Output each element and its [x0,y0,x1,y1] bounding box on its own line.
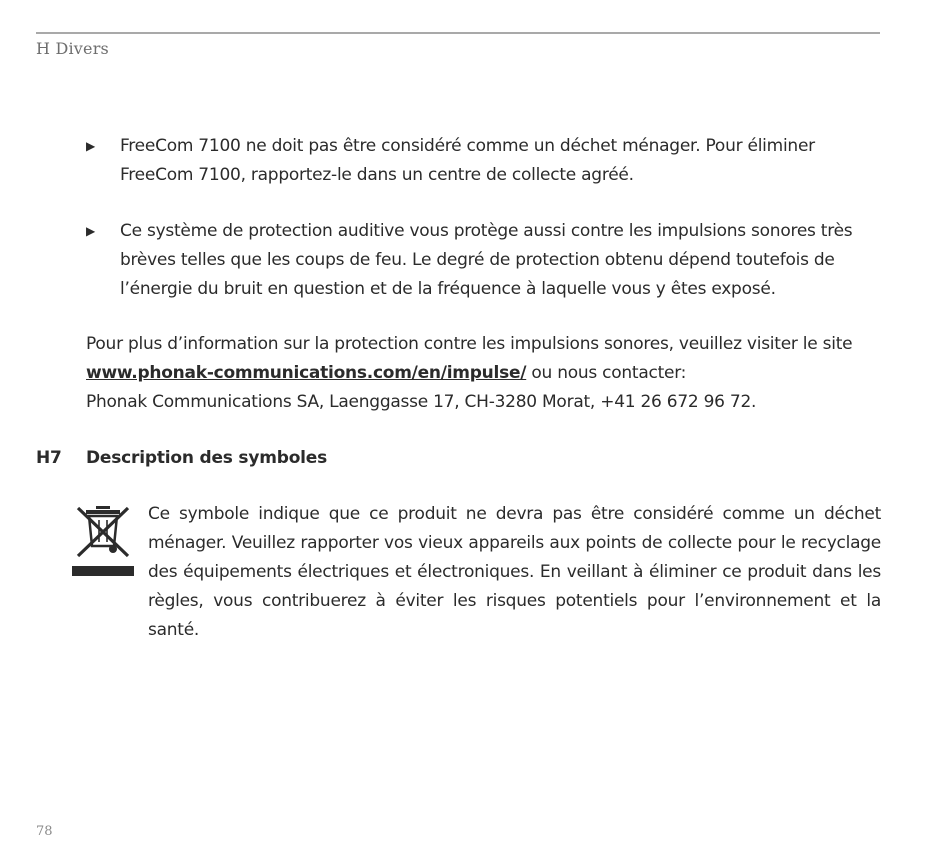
symbol-description: Ce symbole indique que ce produit ne devra pas être considéré comme un déchet ménager. Veuillez rapporter vos vieux appareils aux points de collecte pour le recyclage des équipements électriques et électroniques. En veillant à éliminer ce produit dans les règles, vous contribuerez à éviter les risques potentiels pour l’environnement et la santé. [148,504,881,640]
section-title: Description des symboles [86,448,328,468]
bullet-arrow-icon: ▶ [86,224,95,238]
section-label: H Divers [36,39,109,58]
bullet-arrow-icon: ▶ [86,139,95,153]
header-rule [36,32,880,34]
info-after-link: ou nous contacter: [531,363,687,383]
bullet-text: FreeCom 7100 ne doit pas être considéré comme un déchet ménager. Pour éliminer FreeCom 7100, rapportez-le dans un centre de collecte agréé. [120,136,815,185]
page-number: 78 [36,824,53,839]
contact-address: Phonak Communications SA, Laenggasse 17, CH-3280 Morat, +41 26 672 96 72. [86,392,757,412]
impulse-info-paragraph [86,330,882,417]
info-intro: Pour plus d’information sur la protection contre les impulsions sonores, veuillez visiter le site [86,334,853,354]
impulse-website-link[interactable]: www.phonak-communications.com/en/impulse/ [86,363,527,383]
bullet-item [86,132,880,190]
section-number: H7 [36,448,62,468]
bullet-item [86,217,880,304]
crossed-out-wheelie-bin-icon [72,502,134,578]
bullet-text: Ce système de protection auditive vous protège aussi contre les impulsions sonores très brèves telles que les coups de feu. Le degré de protection obtenu dépend toutefois de l’énergie du bruit en question et de la fréquence à laquelle vous y êtes exposé. [120,221,853,299]
